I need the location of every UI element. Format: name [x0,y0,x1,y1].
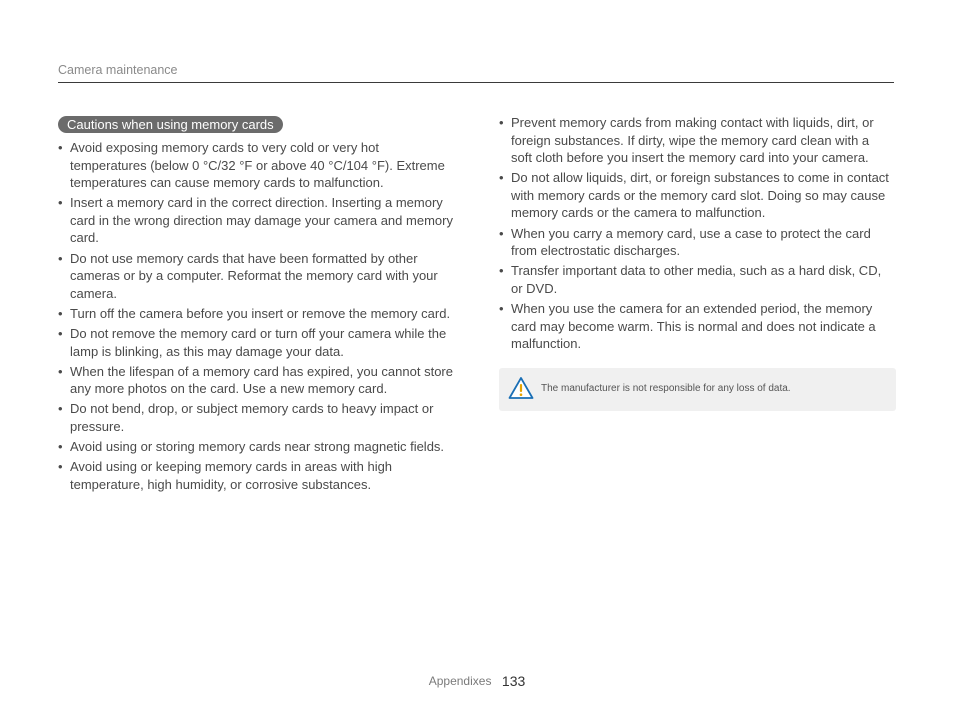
left-bullet-list [58,139,458,493]
footer-section-label: Appendixes [428,673,492,688]
list-item: • When you carry a memory card, use a case to protect the card from electrostatic discharges. [499,225,891,260]
list-item: • Do not use memory cards that have been formatted by other cameras or by a computer. Reformat the memory card with your camera. [58,250,458,303]
list-item: • Avoid using or keeping memory cards in areas with high temperature, high humidity, or corrosive substances. [58,458,458,493]
section-title-badge: Cautions when using memory cards [58,116,283,133]
page-number: 133 [501,672,526,689]
list-item: • When the lifespan of a memory card has expired, you cannot store any more photos on the card. Use a new memory card. [58,363,458,398]
page-header [58,62,894,83]
list-item: • When you use the camera for an extended period, the memory card may become warm. This is normal and does not indicate a malfunction. [499,300,891,353]
caution-note [499,368,896,411]
left-column [58,116,458,496]
list-item: • Do not allow liquids, dirt, or foreign substances to come in contact with memory cards or the memory card slot. Doing so may cause memory cards or the camera to malfunction. [499,169,891,222]
right-bullet-list [499,114,899,353]
list-item: • Turn off the camera before you insert or remove the memory card. [58,305,458,323]
header-title: Camera maintenance [58,63,178,77]
note-text: The manufacturer is not responsible for any loss of data. [541,383,791,394]
page-footer [0,672,954,690]
list-item: • Do not bend, drop, or subject memory cards to heavy impact or pressure. [58,400,458,435]
right-column [499,114,899,355]
warning-triangle-icon [508,376,534,400]
list-item: • Transfer important data to other media, such as a hard disk, CD, or DVD. [499,262,891,297]
list-item: • Insert a memory card in the correct direction. Inserting a memory card in the wrong direction may damage your camera and memory card. [58,194,458,247]
list-item: • Prevent memory cards from making contact with liquids, dirt, or foreign substances. If dirty, wipe the memory card clean with a soft cloth before you insert the memory card into your camera. [499,114,891,167]
list-item: • Do not remove the memory card or turn off your camera while the lamp is blinking, as this may damage your data. [58,325,458,360]
list-item: • Avoid using or storing memory cards near strong magnetic fields. [58,438,458,456]
list-item: • Avoid exposing memory cards to very cold or very hot temperatures (below 0 °C/32 °F or above 40 °C/104 °F). Extreme temperatures can cause memory cards to malfunction. [58,139,458,192]
